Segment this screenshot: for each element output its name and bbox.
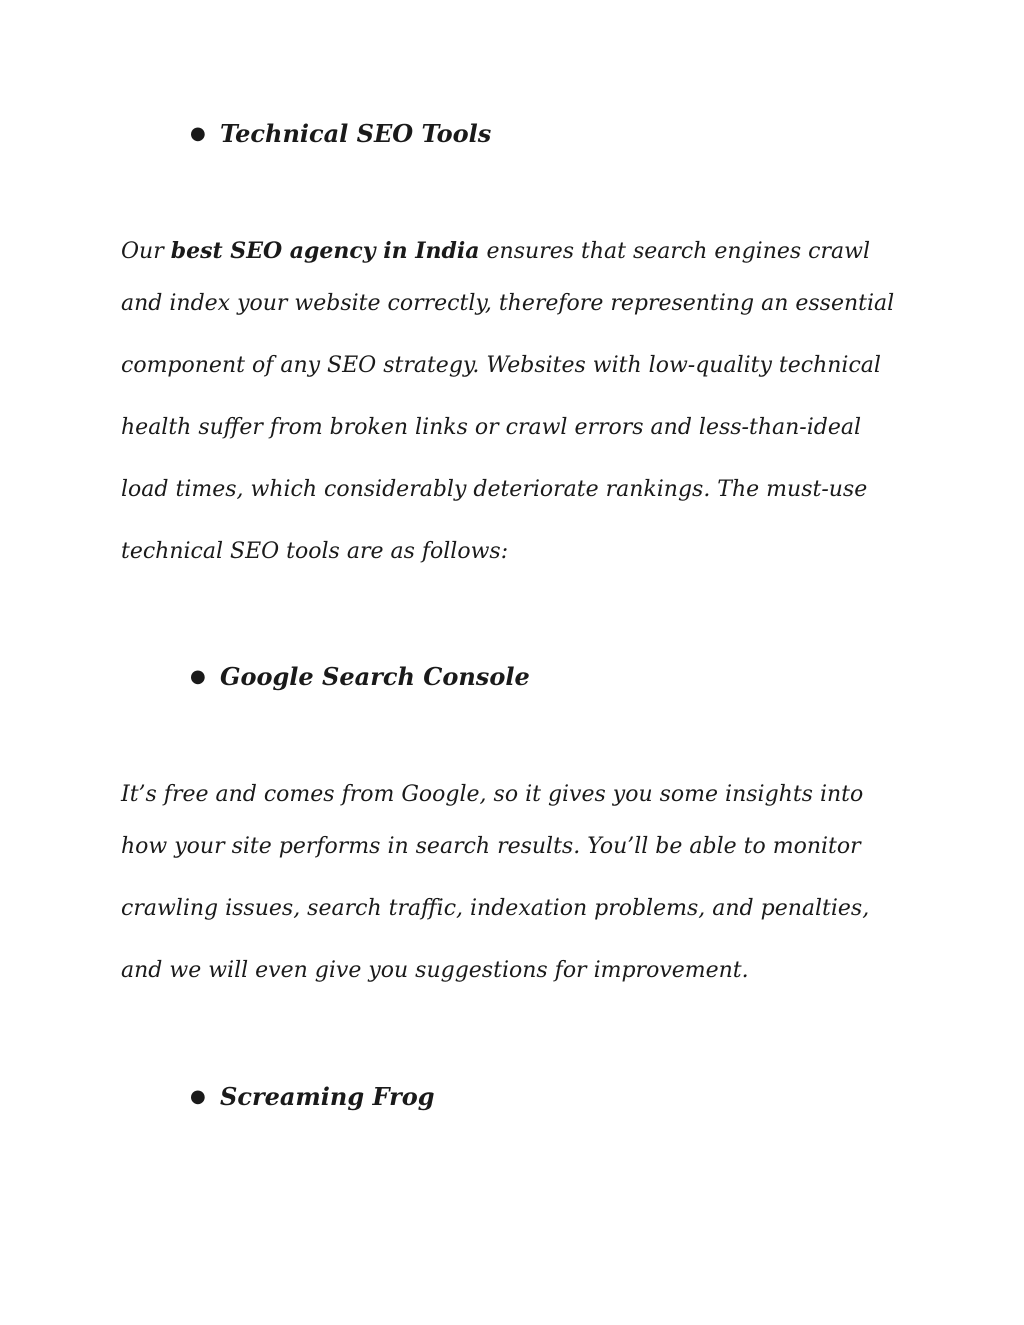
paragraph-line: health suffer from broken links or crawl errors and less-than-ideal (121, 415, 862, 440)
heading-text: Technical SEO Tools (220, 119, 492, 148)
bullet-icon: ● (190, 1086, 206, 1107)
paragraph-google-search-console (121, 764, 911, 1002)
paragraph-line: how your site performs in search results. You’ll be able to monitor (121, 834, 861, 859)
heading-technical-seo-tools (190, 119, 491, 149)
paragraph-line: crawling issues, search traffic, indexation problems, and penalties, (121, 896, 870, 921)
heading-screaming-frog (190, 1082, 435, 1112)
heading-text: Google Search Console (220, 662, 530, 691)
paragraph-line: Our best SEO agency in India ensures that search engines crawl (121, 238, 870, 264)
paragraph-line: and we will even give you suggestions for improvement. (121, 958, 749, 983)
agency-link-text: best SEO agency in India (170, 238, 480, 264)
heading-text: Screaming Frog (220, 1082, 435, 1111)
bullet-icon: ● (190, 666, 206, 687)
paragraph-line: load times, which considerably deteriorate rankings. The must-use (121, 477, 868, 502)
paragraph-technical-seo (121, 220, 911, 583)
paragraph-line: and index your website correctly, therefore representing an essential (121, 291, 895, 316)
paragraph-line: It’s free and comes from Google, so it gives you some insights into (121, 782, 864, 807)
paragraph-line: component of any SEO strategy. Websites with low-quality technical (121, 353, 881, 378)
paragraph-line: technical SEO tools are as follows: (121, 539, 509, 564)
bullet-icon: ● (190, 123, 206, 144)
heading-google-search-console (190, 662, 530, 692)
